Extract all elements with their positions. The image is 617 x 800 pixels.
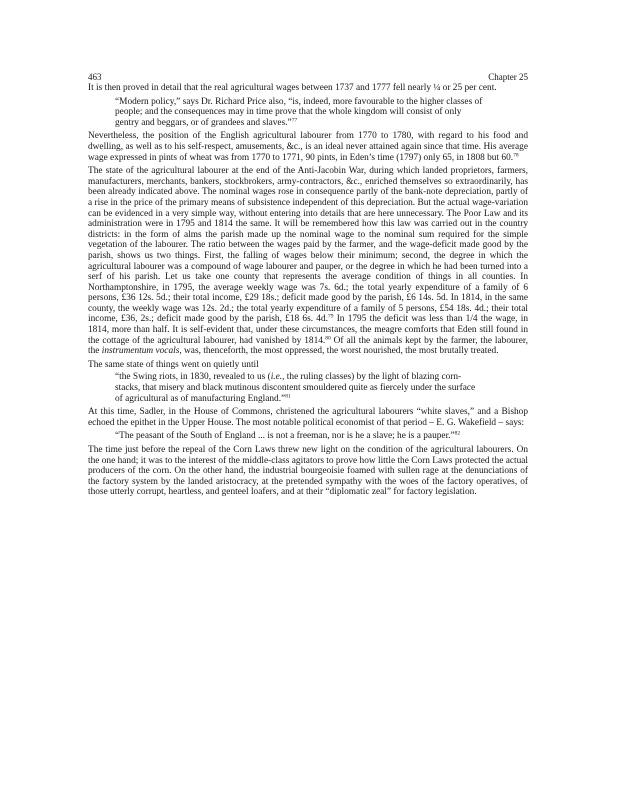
quote-swing-text-b: , the ruling classes) by the light of blazing corn-stacks, that misery and black mutinous discontent smouldered quite as fiercely under the surface of agricultural as of manufacturing England.” [115,372,476,404]
quote-price [115,97,485,129]
document-page [88,72,528,501]
page-header [88,72,528,82]
paragraph-1: It is then proved in detail that the real agricultural wages between 1737 and 1777 fell nearly ¼ or 25 per cent. [88,83,497,93]
chapter-title: Chapter 25 [488,72,528,82]
paragraph-2 [88,131,528,163]
quote-wakefield [115,431,485,442]
quote-swing-text-a: “the Swing riots, in 1830, revealed to us ( [115,372,271,383]
footnote-ref-80[interactable]: 80 [325,335,331,342]
quote-wakefield-text: “The peasant of the South of England ... is not a freeman, nor is he a slave; he is a pauper.” [115,431,455,442]
paragraph-6: The time just before the repeal of the Corn Laws threw new light on the condition of the agricultural labourers. On the one hand; it was to the interest of the middle-class agitators to prove how little the Corn Laws protected the actual producers of the corn. On the other hand, the industrial bourgeoisie foamed with sullen rage at the denunciations of the factory system by the landed aristocracy, at the pretended sympathy with the woes of the factory operatives, of those utterly corrupt, heartless, and genteel loafers, and at their “diplomatic zeal” for factory legislation. [88,445,528,498]
paragraph-3-text-a: The state of the agricultural labourer at the end of the Anti-Jacobin War, during which landed proprietors, farmers, manufacturers, merchants, bankers, stockbrokers, army-contractors, &c., enriched themselves so extraordinarily, has been already indicated above. The nominal wages rose in consequence partly of the bank-note depreciation, partly of a rise in the price of the primary means of subsistence independent of this depreciation. But the actual wage-variation can be evidenced in a very simple way, without entering into details that are here unnecessary. The Poor Law and its administration were in 1795 and 1814 the same. It will be remembered how this law was carried out in the country districts: in the form of alms the parish made up the nominal wage to the nominal sum required for the simple vegetation of the labourer. The ratio between the wages paid by the farmer, and the wage-deficit made good by the parish, shows us two things. First, the falling of wages below their minimum; second, the degree in which the agricultural labourer was a compound of wage labourer and pauper, or the degree in which he had been turned into a serf of his parish. Let us take one county that represents the average condition of things in all counties. In Northamptonshire, in 1795, the average weekly wage was 7s. 6d.; the total yearly expenditure of a family of 6 persons, £36 12s. 5d.; their total income, £29 18s.; deficit made good by the parish, £6 14s. 5d. In 1814, in the same county, the weekly wage was 12s. 2d.; the total yearly expenditure of a family of 5 persons, £54 18s. 4d.; their total income, £36, 2s.; deficit made good by the parish, £18 6s. 4d. [88,166,528,325]
quote-swing-ie: i.e. [270,372,283,383]
paragraph-3-text-c: Of all the animals kept by the farmer, the labourer, the [88,335,528,357]
quote-price-text: “Modern policy,” says Dr. Richard Price also, “is, indeed, more favourable to the higher classes of people; and the consequences may in time prove that the whole kingdom will consist of only gentry and beggars, or of grandees and slaves.” [115,96,483,128]
page-number: 463 [88,72,102,82]
footnote-ref-81[interactable]: 81 [285,393,291,400]
footnote-ref-82[interactable]: 82 [454,430,461,437]
quote-swing-riots [115,372,485,404]
paragraph-3 [88,166,528,357]
footnote-ref-78[interactable]: 78 [513,152,519,159]
footnote-ref-79[interactable]: 79 [327,313,334,320]
paragraph-4: The same state of things went on quietly until [88,359,259,370]
paragraph-2-text: Nevertheless, the position of the English agricultural labourer from 1770 to 1780, with regard to his food and dwelling, as well as to his self-respect, amusements, &c., is an ideal never attained again since that time. His average wage expressed in pints of wheat was from 1770 to 1771, 90 pints, in Eden’s time (1797) only 65, in 1808 but 60. [88,131,528,163]
paragraph-3-text-d: , was, thenceforth, the most oppressed, the worst nourished, the most brutally treated. [179,346,499,357]
paragraph-3-latin-term: instrumentum vocals [101,346,180,357]
footnote-ref-77[interactable]: 77 [291,117,298,124]
paragraph-3-text-b: In 1795 the deficit was less than 1/4 the wage, in 1814, more than half. It is self-evident that, under these circumstances, the meagre comforts that Eden still found in the cottage of the agricultural labourer, had vanished by 1814. [88,314,528,346]
paragraph-5: At this time, Sadler, in the House of Commons, christened the agricultural labourers “white slaves,” and a Bishop echoed the epithet in the Upper House. The most notable political economist of that period – E. G. Wakefield – says: [88,407,528,428]
